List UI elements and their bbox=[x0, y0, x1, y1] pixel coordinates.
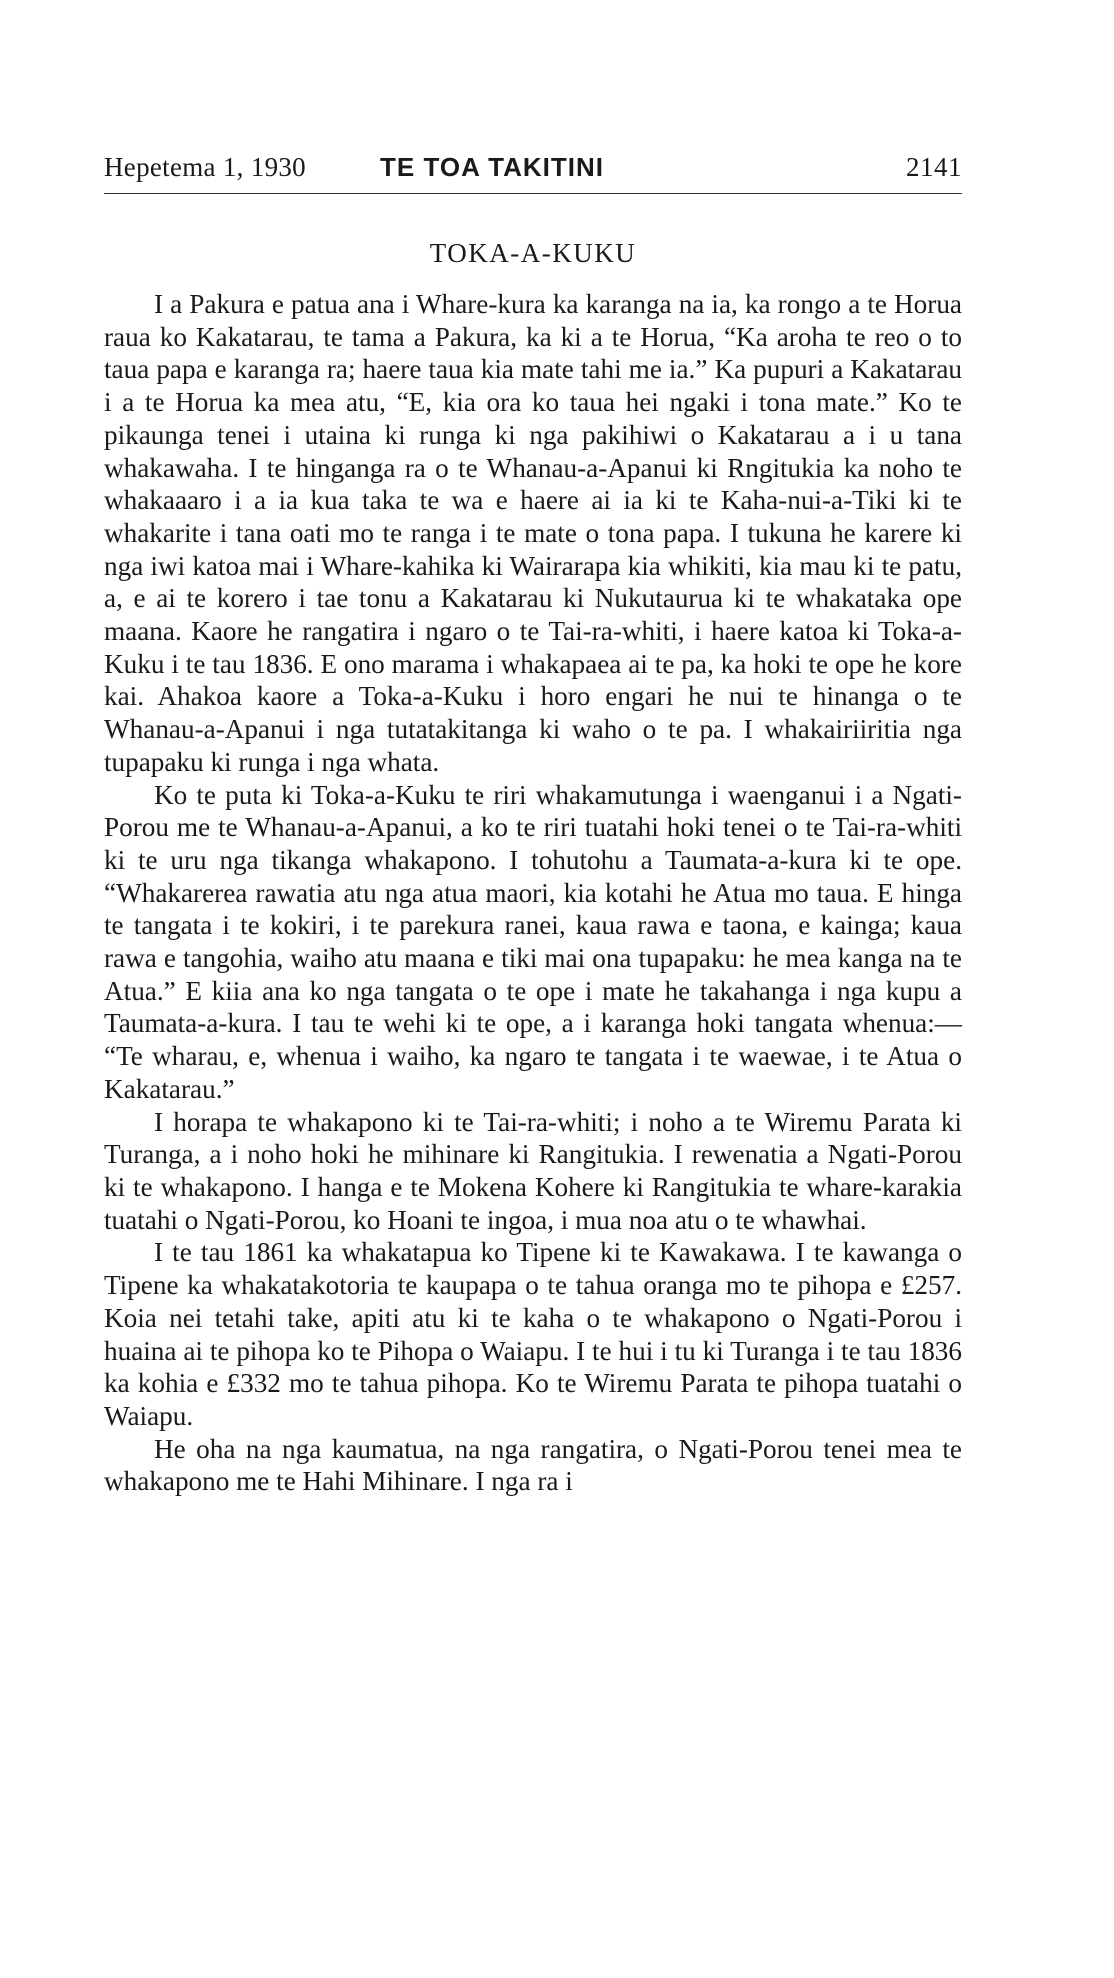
paragraph-1: I a Pakura e patua ana i Whare-kura ka karanga na ia, ka rongo a te Horua raua ko Kakatarau, te tama a Pakura, ka ki a te Horua, “Ka aroha te reo o to taua papa e karanga ra; haere taua kia mate tahi me ia.” Ka pupuri a Kakatarau i a te Horua ka mea atu, “E, kia ora ko taua hei ngaki i tona mate.” Ko te pikaunga tenei i utaina ki runga ki nga pakihiwi o Kakatarau a i u tana whakawaha. I te hinganga ra o te Whanau-a-Apanui ki Rngitukia ka noho te whakaaaro i a ia kua taka te wa e haere ai ia ki te Kaha-nui-a-Tiki ki te whakarite i tana oati mo te ranga i te mate o tona papa. I tukuna he karere ki nga iwi katoa mai i Whare-kahika ki Wairarapa kia whikiti, kia mau ki te patu, a, e ai te korero i tae tonu a Kakatarau ki Nukutaurua ki te whakataka ope maana. Kaore he rangatira i ngaro o te Tai-ra-whiti, i haere katoa ki Toka-a-Kuku i te tau 1836. E ono marama i whakapaea ai te pa, ka hoki te ope he kore kai. Ahakoa kaore a Toka-a-Kuku i horo engari he nui te hinanga o te Whanau-a-Apanui i nga tutatakitanga ki waho o te pa. I whakairiiritia nga tupapaku ki runga i nga whata. bbox=[104, 289, 962, 777]
article-title: TOKA-A-KUKU bbox=[429, 238, 637, 268]
paragraph-3: I horapa te whakapono ki te Tai-ra-whiti; i noho a te Wiremu Parata ki Turanga, a i noho hoki he mihinare ki Rangitukia. I rewenatia a Ngati-Porou ki te whakapono. I hanga e te Mokena Kohere ki Rangitukia te whare-karakia tuatahi o Ngati-Porou, ko Hoani te ingoa, i mua noa atu o te whawhai. bbox=[104, 1106, 962, 1235]
page-number: 2141 bbox=[906, 152, 962, 182]
paragraph-2: Ko te puta ki Toka-a-Kuku te riri whakamutunga i waenganui i a Ngati-Porou me te Whanau-a-Apanui, a ko te riri tuatahi hoki tenei o te Tai-ra-whiti ki te uru nga tikanga whakapono. I tohutohu a Taumata-a-kura ki te ope. “Whakarerea rawatia atu nga atua maori, kia kotahi he Atua mo taua. E hinga te tangata i te kokiri, i te parekura ranei, kaua rawa e taona, e kainga; kaua rawa e tangohia, waiho atu maana e tiki mai ona tupapaku: he mea kanga na te Atua.” E kiia ana ko nga tangata o te ope i mate he takahanga i nga kupu a Taumata-a-kura. I tau te wehi ki te ope, a i karanga hoki tangata whenua:— “Te wharau, e, whenua i waiho, ka ngaro te tangata i te waewae, i te Atua o Kakatarau.” bbox=[104, 779, 962, 1104]
article-body bbox=[104, 288, 962, 1498]
paragraph-4: I te tau 1861 ka whakatapua ko Tipene ki te Kawakawa. I te kawanga o Tipene ka whakatakotoria te kaupapa o te tahua oranga mo te pihopa e £257. Koia nei tetahi take, apiti atu ki te kaha o te whakapono o Ngati-Porou i huaina ai te pihopa ko te Pihopa o Waiapu. I te hui i tu ki Turanga i te tau 1836 ka kohia e £332 mo te tahua pihopa. Ko te Wiremu Parata te pihopa tuatahi o Waiapu. bbox=[104, 1237, 962, 1431]
paragraph-5: He oha na nga kaumatua, na nga rangatira, o Ngati-Porou tenei mea te whakapono me te Hahi Mihinare. I nga ra i bbox=[104, 1433, 962, 1497]
journal-title: TE TOA TAKITINI bbox=[380, 152, 604, 182]
header-rule bbox=[104, 193, 962, 194]
issue-date: Hepetema 1, 1930 bbox=[104, 152, 306, 182]
running-head bbox=[104, 152, 962, 188]
